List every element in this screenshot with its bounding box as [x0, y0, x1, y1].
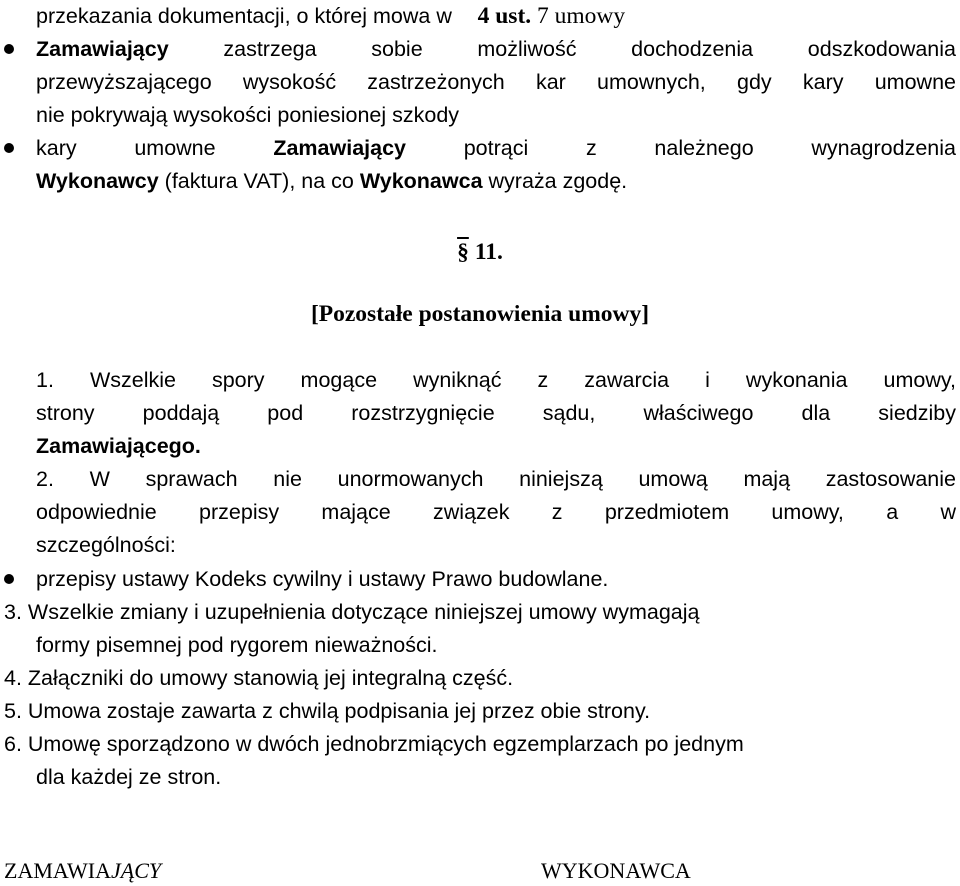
text-line: dla każdej ze stron. [36, 765, 222, 789]
signature-right: WYKONAWCA [541, 858, 691, 883]
signature-left: ZAMAWIAJĄCY [4, 858, 162, 883]
text-line: Wykonawcy (faktura VAT), na co Wykonawca wyraża zgodę. [36, 169, 628, 193]
text-line: 4. Załączniki do umowy stanowią jej integralną część. [4, 666, 514, 690]
text-line: strony poddają pod rozstrzygnięcie sądu, właściwego dla siedziby [36, 401, 956, 425]
text-line: 1. Wszelkie spory mogące wyniknąć z zawarcia i wykonania umowy, [36, 368, 956, 392]
bullet-icon [4, 143, 14, 153]
text-line: Zamawiający zastrzega sobie możliwość dochodzenia odszkodowania [36, 37, 956, 61]
text-line: Zamawiającego. [36, 434, 201, 458]
text-line: 6. Umowę sporządzono w dwóch jednobrzmiących egzemplarzach po jednym [4, 732, 744, 756]
text-line: 2. W sprawach nie unormowanych niniejszą umową mają zastosowanie [36, 467, 956, 491]
text-line: odpowiednie przepisy mające związek z przedmiotem umowy, a w [36, 500, 956, 524]
bullet-icon [4, 574, 14, 584]
text-line: formy pisemnej pod rygorem nieważności. [36, 633, 438, 657]
text-line: przewyższającego wysokość zastrzeżonych kar umownych, gdy kary umowne [36, 70, 956, 94]
section-sign-icon: § [457, 239, 469, 265]
section-title: [Pozostałe postanowienia umowy] [310, 301, 650, 327]
text-line: nie pokrywają wysokości poniesionej szkody [36, 103, 460, 127]
text-line: 3. Wszelkie zmiany i uzupełnienia dotyczące niniejszej umowy wymagają [4, 600, 700, 624]
bullet-icon [4, 44, 14, 54]
text-line: 5. Umowa zostaje zawarta z chwilą podpisania jej przez obie strony. [4, 699, 651, 723]
text-line: przepisy ustawy Kodeks cywilny i ustawy Prawo budowlane. [36, 567, 609, 591]
section-number: § 11. [0, 236, 960, 269]
text-line: kary umowne Zamawiający potrąci z należnego wynagrodzenia [36, 136, 956, 160]
text-line: szczególności: [36, 533, 176, 557]
text-line: przekazania dokumentacji, o której mowa w 4 ust. 7 umowy [36, 3, 626, 29]
paragraph-ref: 4 ust. [477, 3, 532, 29]
